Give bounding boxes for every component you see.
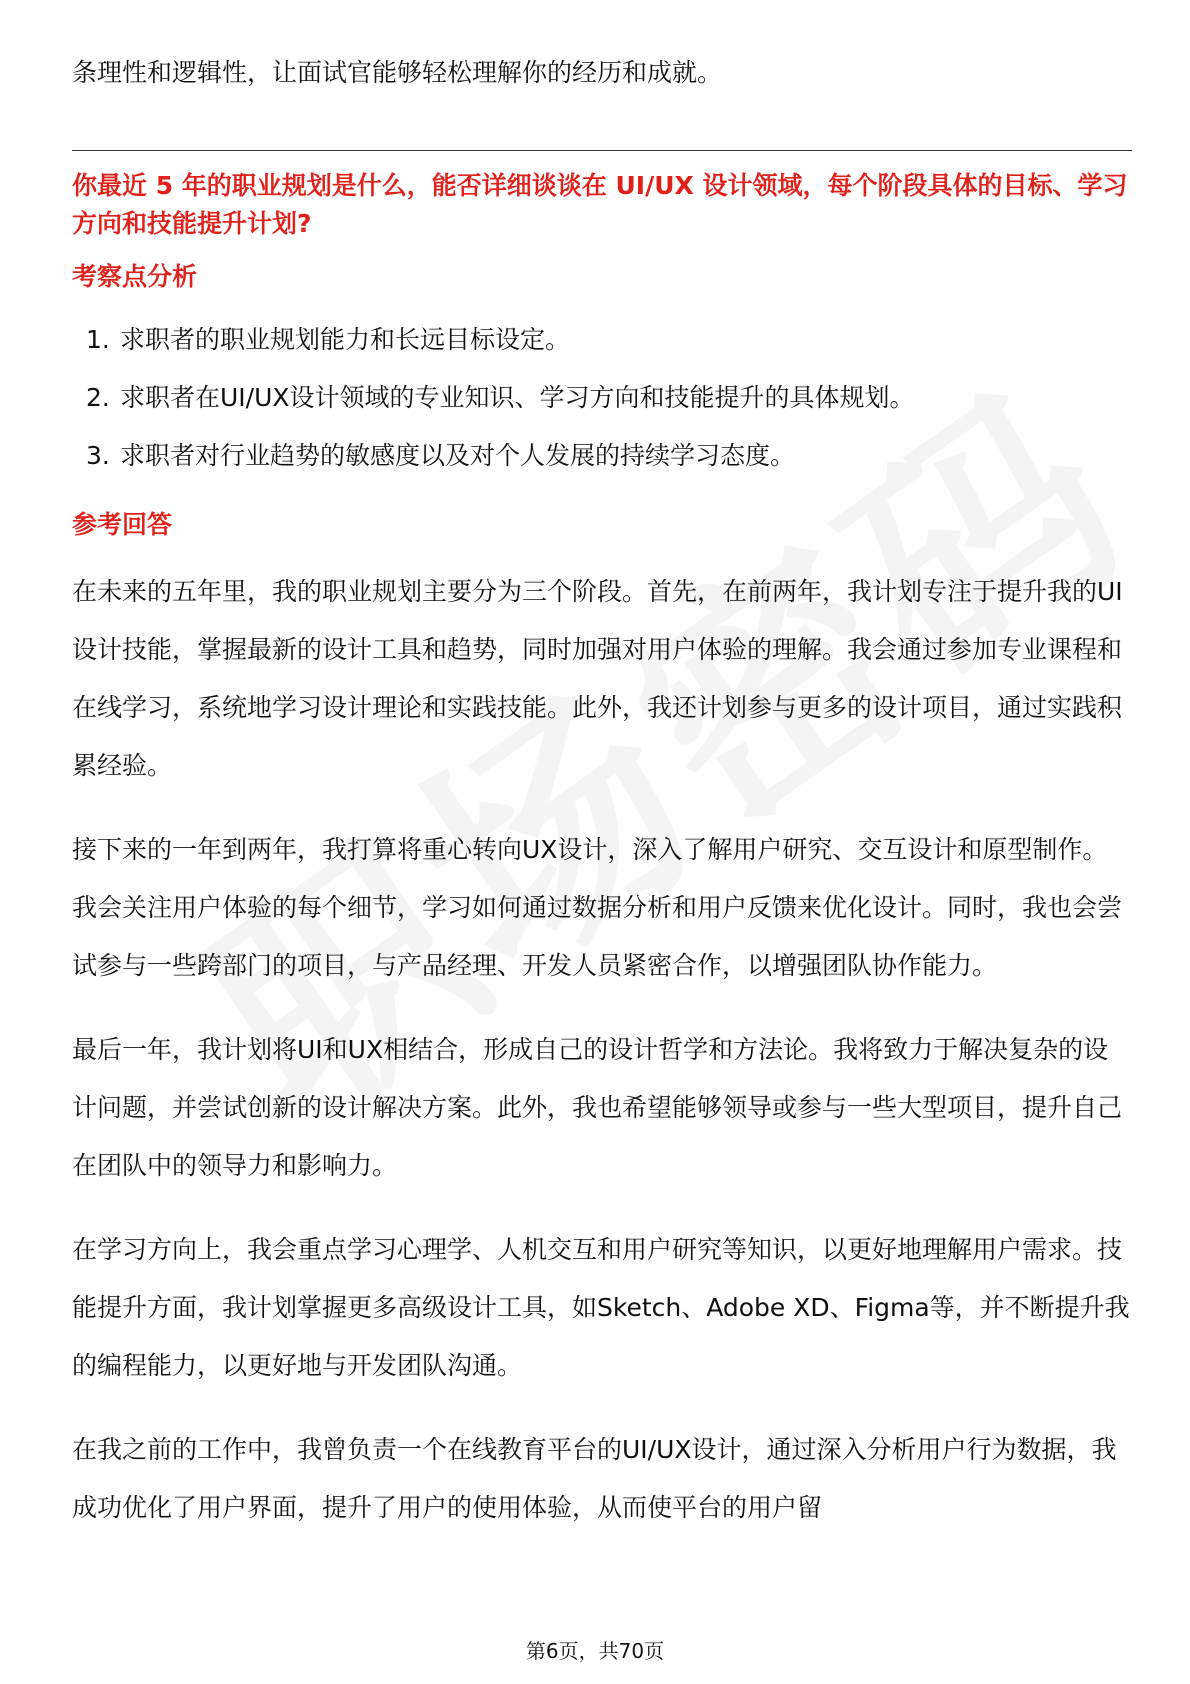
list-item-text: 求职者对行业趋势的敏感度以及对个人发展的持续学习态度。 (120, 441, 796, 470)
answer-paragraph: 最后一年，我计划将UI和UX相结合，形成自己的设计哲学和方法论。我将致力于解决复杂的设计问题，并尝试创新的设计解决方案。此外，我也希望能够领导或参与一些大型项目，提升自己在团队中的领导力和影响力。 (72, 1035, 1123, 1180)
answer-body (72, 563, 1132, 1537)
list-item-text: 求职者的职业规划能力和长远目标设定。 (120, 325, 571, 354)
section-divider (72, 150, 1132, 151)
question-heading: 你最近 5 年的职业规划是什么，能否详细谈谈在 UI/UX 设计领域，每个阶段具体的目标、学习方向和技能提升计划? (72, 171, 1128, 238)
answer-paragraph: 在我之前的工作中，我曾负责一个在线教育平台的UI/UX设计，通过深入分析用户行为数据，我成功优化了用户界面，提升了用户的使用体验，从而使平台的用户留 (72, 1435, 1117, 1522)
page-number-footer: 第6页，共70页 (525, 1639, 665, 1663)
page-content (72, 44, 1132, 1537)
analysis-list (72, 311, 1132, 485)
list-item-text: 求职者在UI/UX设计领域的专业知识、学习方向和技能提升的具体规划。 (120, 383, 915, 412)
list-item (72, 311, 1132, 369)
answer-heading: 参考回答 (72, 510, 173, 539)
answer-paragraph: 接下来的一年到两年，我打算将重心转向UX设计，深入了解用户研究、交互设计和原型制作。我会关注用户体验的每个细节，学习如何通过数据分析和用户反馈来优化设计。同时，我也会尝试参与一些跨部门的项目，与产品经理、开发人员紧密合作，以增强团队协作能力。 (72, 835, 1123, 980)
answer-paragraph: 在未来的五年里，我的职业规划主要分为三个阶段。首先，在前两年，我计划专注于提升我的UI设计技能，掌握最新的设计工具和趋势，同时加强对用户体验的理解。我会通过参加专业课程和在线学习，系统地学习设计理论和实践技能。此外，我还计划参与更多的设计项目，通过实践积累经验。 (72, 577, 1123, 780)
analysis-heading: 考察点分析 (72, 262, 198, 291)
list-item-number: 1. (86, 325, 110, 354)
answer-paragraph: 在学习方向上，我会重点学习心理学、人机交互和用户研究等知识，以更好地理解用户需求。技能提升方面，我计划掌握更多高级设计工具，如Sketch、Adobe XD、Figma等，并不断提升我的编程能力，以更好地与开发团队沟通。 (72, 1235, 1130, 1380)
list-item-number: 2. (86, 383, 110, 412)
list-item (72, 369, 1132, 427)
intro-text: 条理性和逻辑性，让面试官能够轻松理解你的经历和成就。 (72, 58, 723, 87)
list-item (72, 427, 1132, 485)
list-item-number: 3. (86, 441, 110, 470)
